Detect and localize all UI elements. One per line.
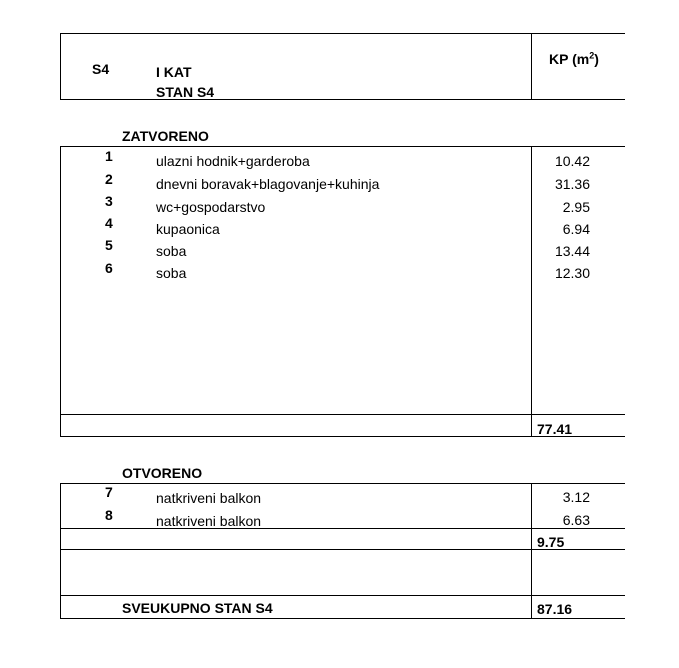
open-section-title: OTVORENO [122, 465, 203, 481]
row-number: 1 [105, 148, 113, 164]
area-column-header: KP $(m^2)$ [549, 50, 599, 67]
room-name: soba [156, 265, 187, 281]
room-name: kupaonica [156, 221, 220, 237]
grand-total-value: 87.16 [537, 601, 573, 617]
room-name: ulazni hodnik+garderoba [156, 153, 310, 169]
row-number: 8 [105, 507, 113, 523]
row-number: 3 [105, 193, 113, 209]
header-divider [531, 33, 532, 100]
header-top-border [60, 33, 625, 34]
closed-top-border [60, 146, 625, 147]
row-number: 5 [105, 237, 113, 253]
row-number: 2 [105, 171, 113, 187]
room-area: 12.30 [554, 265, 590, 281]
grand-total-label: SVEUKUPNO STAN S4 [122, 600, 273, 616]
room-name: natkriveni balkon [156, 490, 262, 506]
open-subtotal-border [60, 528, 625, 529]
closed-subtotal-border [60, 414, 625, 415]
room-area: 3.12 [562, 489, 590, 505]
room-area: 31.36 [554, 176, 590, 192]
closed-section-title: ZATVORENO [122, 128, 209, 144]
room-name: natkriveni balkon [156, 513, 262, 529]
room-area: 2.95 [562, 199, 590, 215]
room-area: 13.44 [554, 243, 590, 259]
floor-label: I KAT [156, 64, 192, 80]
unit-code: S4 [92, 61, 110, 77]
row-number: 7 [105, 484, 113, 500]
room-area: 6.94 [562, 221, 590, 237]
closed-total: 77.41 [537, 421, 573, 437]
room-name: dnevni boravak+blagovanje+kuhinja [156, 176, 380, 192]
room-name: wc+gospodarstvo [156, 199, 266, 215]
open-top-border [60, 483, 625, 484]
open-total: 9.75 [537, 534, 565, 550]
closed-left-border [60, 146, 61, 437]
room-area: 10.42 [554, 153, 590, 169]
row-number: 6 [105, 260, 113, 276]
open-left-border [60, 483, 61, 619]
unit-label: STAN S4 [156, 84, 215, 100]
grand-total-top-border [60, 595, 625, 596]
grand-total-bottom-border [60, 618, 625, 619]
room-name: soba [156, 243, 187, 259]
header-left-border [60, 33, 61, 100]
header-bottom-border [60, 99, 625, 100]
row-number: 4 [105, 215, 113, 231]
room-area: 6.63 [562, 512, 590, 528]
